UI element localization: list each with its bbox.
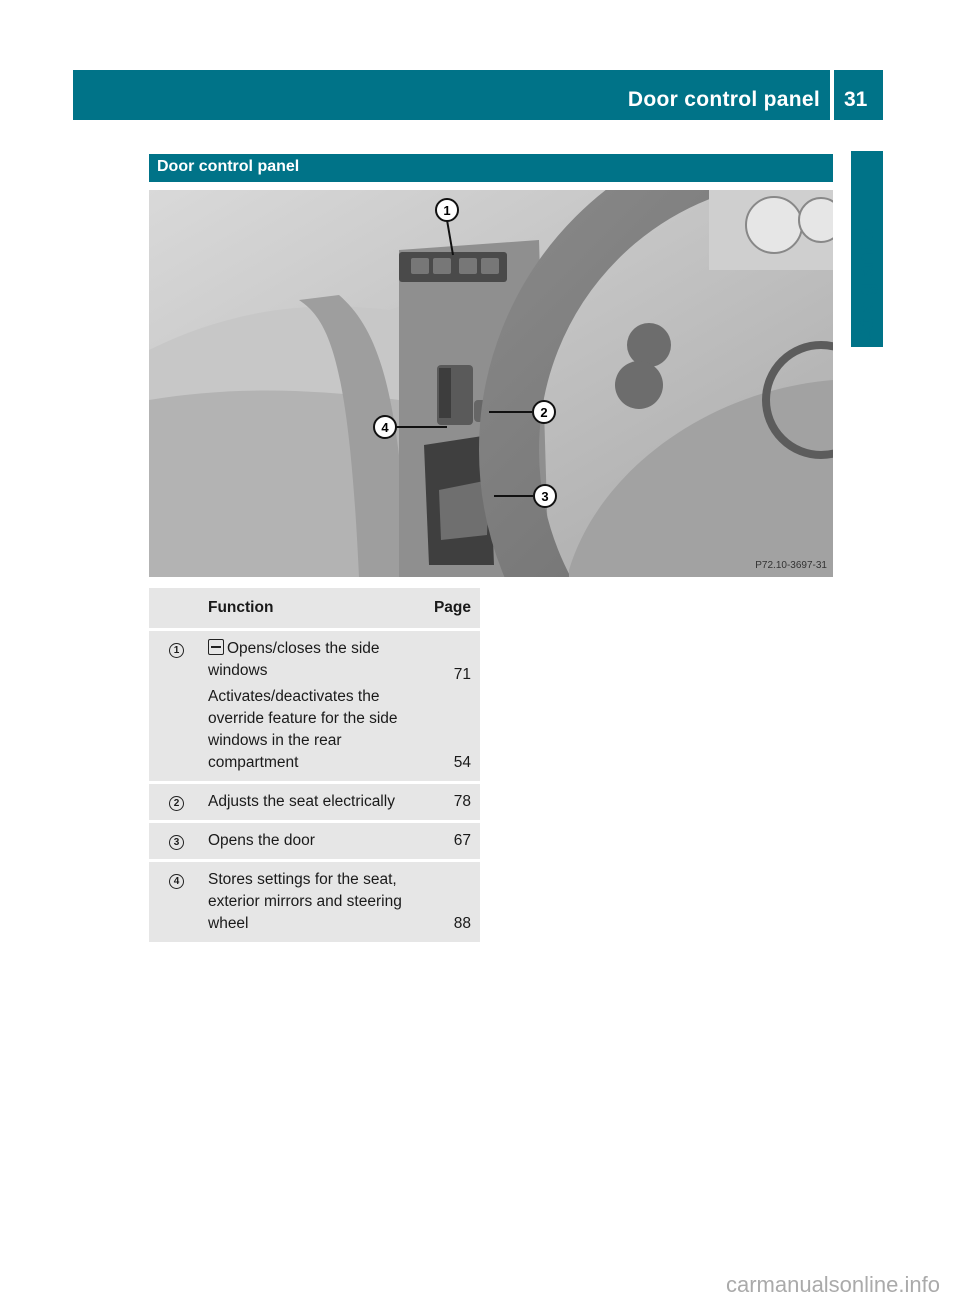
svg-text:3: 3 <box>541 489 549 504</box>
callout-1 <box>436 199 458 221</box>
side-tab-text: At a glance <box>855 228 878 342</box>
section-heading <box>149 154 833 182</box>
function-text: Adjusts the seat electrically <box>208 793 395 810</box>
callout-2 <box>533 401 555 423</box>
callout-4 <box>374 416 396 438</box>
page-ref: 54 <box>453 754 471 771</box>
running-header <box>73 70 830 120</box>
svg-text:2: 2 <box>540 405 548 420</box>
svg-text:1: 1 <box>443 203 451 218</box>
function-table <box>149 585 480 945</box>
table-row <box>149 823 480 859</box>
side-tab-label <box>851 205 883 365</box>
page-ref: 71 <box>453 666 471 683</box>
running-header-title: Door control panel <box>627 88 820 111</box>
table-row <box>149 862 480 942</box>
door-panel-photo <box>149 190 833 577</box>
page-number: 31 <box>844 88 868 111</box>
window-switch-icon <box>208 639 224 655</box>
function-text: Stores settings for the seat, exterior mirrors and steering wheel <box>208 871 402 932</box>
number-circle: 2 <box>169 796 184 811</box>
figure-code: P72.10-3697-31 <box>755 560 827 571</box>
row-page <box>416 823 480 859</box>
function-text: Activates/deactivates the override feature for the side windows in the rear compartment <box>208 688 398 771</box>
callout-3 <box>534 485 556 507</box>
footer-watermark: carmanualsonline.info <box>725 1272 940 1297</box>
row-function <box>204 631 416 781</box>
page-ref: 88 <box>453 915 471 932</box>
svg-text:4: 4 <box>381 420 389 435</box>
table-row <box>149 631 480 781</box>
header-page: Page <box>416 588 480 628</box>
row-function <box>204 862 416 942</box>
table-header-row <box>149 588 480 628</box>
page-ref: 67 <box>453 832 471 849</box>
section-heading-text: Door control panel <box>157 158 300 175</box>
row-function <box>204 784 416 820</box>
row-page <box>416 862 480 942</box>
number-circle: 3 <box>169 835 184 850</box>
header-function: Function <box>204 588 416 628</box>
callout-layer <box>149 190 833 577</box>
page-number-box <box>834 70 883 120</box>
function-text: Opens/closes the side windows <box>208 640 380 679</box>
row-number <box>149 784 204 820</box>
row-function <box>204 823 416 859</box>
table-row <box>149 784 480 820</box>
row-page <box>416 631 480 781</box>
row-number <box>149 823 204 859</box>
header-number <box>149 588 204 628</box>
row-number <box>149 862 204 942</box>
number-circle: 1 <box>169 643 184 658</box>
page-ref: 78 <box>453 793 471 810</box>
row-page <box>416 784 480 820</box>
function-text: Opens the door <box>208 832 315 849</box>
row-number <box>149 631 204 781</box>
number-circle: 4 <box>169 874 184 889</box>
